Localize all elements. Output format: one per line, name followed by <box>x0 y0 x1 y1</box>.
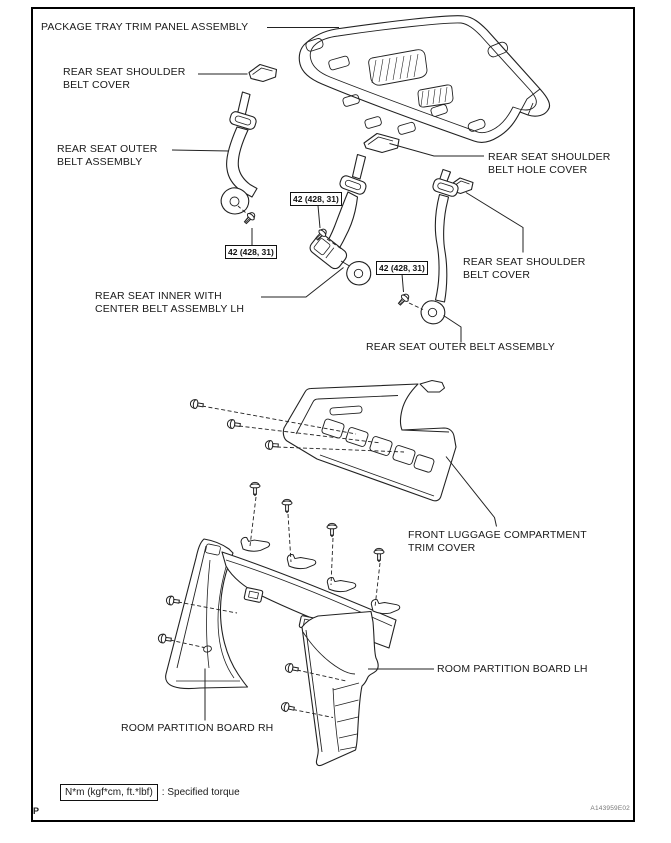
label-line: ROOM PARTITION BOARD RH <box>121 722 274 734</box>
torque-unit-box: N*m (kgf*cm, ft.*lbf) <box>60 784 158 801</box>
label-line: REAR SEAT SHOULDER <box>63 66 186 78</box>
label-line: REAR SEAT SHOULDER <box>463 256 586 268</box>
label-package-tray <box>41 21 248 34</box>
screw-icon <box>282 499 292 512</box>
torque-legend-text: : Specified torque <box>161 787 240 798</box>
label-line: FRONT LUGGAGE COMPARTMENT <box>408 529 587 541</box>
bolt-icon <box>242 211 256 226</box>
front-luggage-trim-cover-drawing <box>283 381 456 501</box>
label-belt-hole-cover <box>488 151 611 177</box>
clip-icon <box>190 399 204 410</box>
screw-icon <box>374 548 384 561</box>
rear-seat-outer-belt-left-drawing <box>221 92 257 214</box>
bolt-icon <box>396 292 410 307</box>
torque-value: 42 (428, 31) <box>379 263 425 273</box>
figure-code: A143959E02 <box>590 805 630 812</box>
rear-seat-inner-center-belt-drawing <box>308 155 371 285</box>
screw-icon <box>327 523 337 536</box>
torque-spec-box <box>225 245 277 259</box>
label-line: BELT COVER <box>63 79 131 91</box>
label-line: REAR SEAT SHOULDER <box>488 151 611 163</box>
shoulder-belt-hole-cover-drawing <box>364 134 399 153</box>
label-partition-board-lh <box>437 663 588 676</box>
label-line: PACKAGE TRAY TRIM PANEL ASSEMBLY <box>41 21 249 33</box>
label-shoulder-belt-cover-right <box>463 256 586 282</box>
label-outer-belt-right <box>366 341 555 354</box>
torque-spec-box <box>376 261 428 275</box>
label-line: BELT COVER <box>463 269 531 281</box>
torque-spec-box <box>290 192 342 206</box>
label-line: BELT HOLE COVER <box>488 164 588 176</box>
label-line: CENTER BELT ASSEMBLY LH <box>95 303 245 315</box>
clip-icon <box>265 440 278 449</box>
torque-value: 42 (428, 31) <box>293 194 339 204</box>
label-line: REAR SEAT OUTER BELT ASSEMBLY <box>366 341 555 353</box>
clip-icon <box>281 702 295 713</box>
rear-seat-outer-belt-right-drawing <box>421 170 459 324</box>
screw-icon <box>250 482 260 495</box>
label-partition-board-rh <box>121 722 273 735</box>
label-shoulder-belt-cover-left <box>63 66 186 92</box>
label-line: BELT ASSEMBLY <box>57 156 143 168</box>
label-line: TRIM COVER <box>408 542 476 554</box>
label-line: REAR SEAT OUTER <box>57 143 158 155</box>
label-line: ROOM PARTITION BOARD LH <box>437 663 588 675</box>
room-partition-board-lh-drawing <box>302 612 378 766</box>
clip-icon <box>285 663 299 674</box>
package-tray-panel-drawing <box>299 16 549 143</box>
page-letter: P <box>33 806 40 816</box>
clip-icon <box>158 634 172 644</box>
label-outer-belt-left <box>57 143 157 169</box>
label-luggage-trim-cover <box>408 529 587 555</box>
shoulder-belt-cover-left-drawing <box>249 65 277 82</box>
label-inner-center-belt <box>95 290 244 316</box>
torque-value: 42 (428, 31) <box>228 247 274 257</box>
torque-legend <box>60 784 240 801</box>
label-line: REAR SEAT INNER WITH <box>95 290 222 302</box>
clip-icon <box>166 596 180 606</box>
clip-icon <box>227 419 241 429</box>
